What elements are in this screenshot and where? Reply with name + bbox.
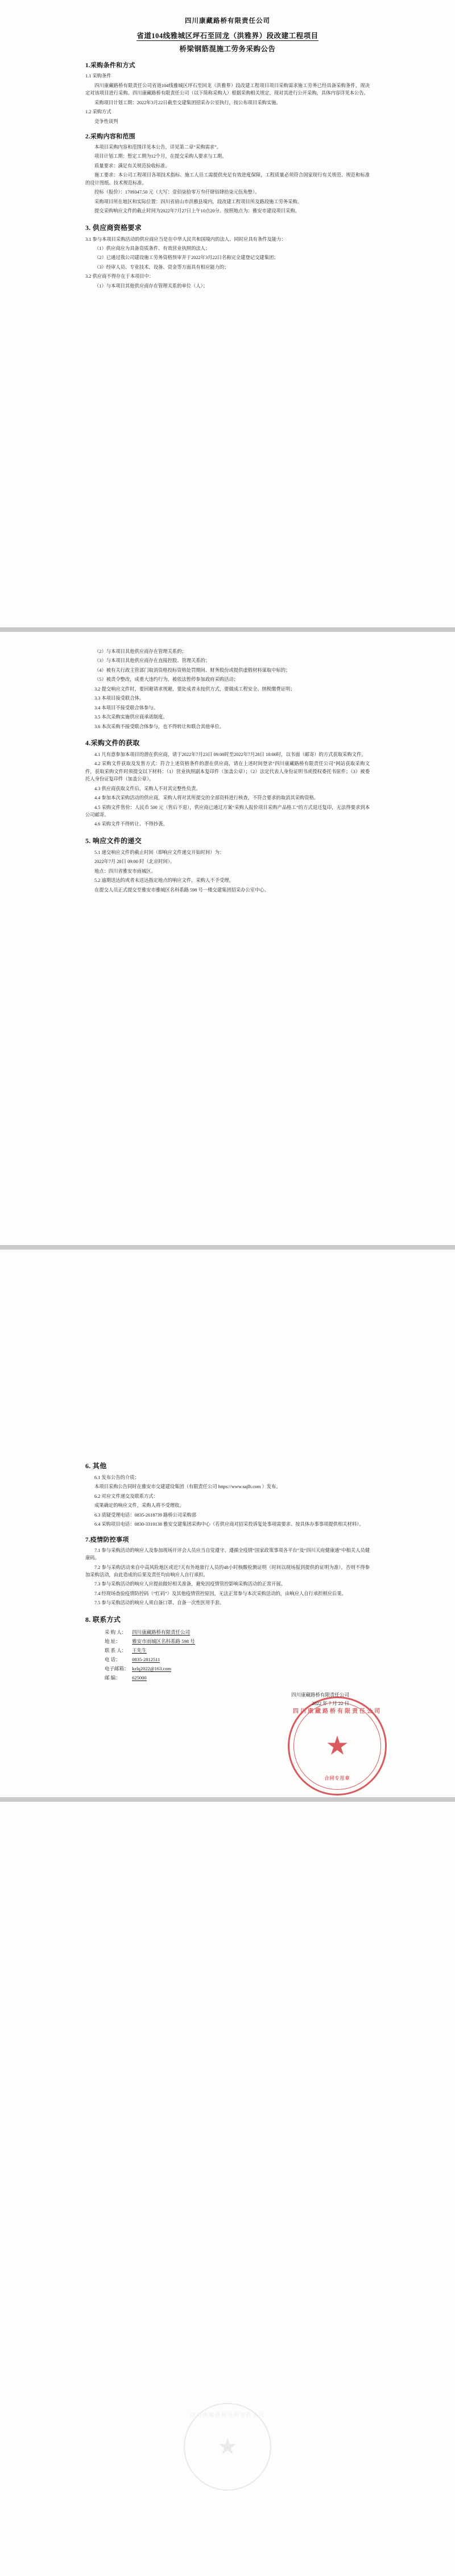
contact-label-0: 采 购 人： [105, 1629, 127, 1635]
section-2-para-3: 施工要求：本公司工程项目各项技术指标、施工人员工需提供充足有效进度保障，工程质量必须符合国家现行有关规范、规范和标准的设计图纸、技术规范标准。 [85, 172, 370, 186]
page-title-line2: 桥梁钢筋混施工劳务采购公告 [179, 45, 276, 54]
section-1-para-2: 采购项目计划工期：2022年3月22日截至交建集团招采办公室执行，按公布项目采购实施。 [94, 100, 281, 105]
section-6-para-2: 6.2 对应文件递交及联系方式： [94, 1493, 159, 1499]
section-2-para-2: 质量要求：满足有关规范验收标准。 [94, 163, 170, 169]
seal-bottom-text: 合同专用章 [324, 1776, 350, 1781]
contact-value-4[interactable]: kzlq2022@163.com [132, 1666, 172, 1672]
section-7-para-4: 7.5 参与采购活动的响应人须自备口罩、自备一次性医用手套。 [94, 1600, 225, 1606]
section-2-para-0: 本项目采购内容和范围详见本公告，详见第二章“采购需求”。 [94, 145, 222, 150]
contact-label-5: 邮 编： [105, 1675, 121, 1681]
section-2-para-1: 项目计划工期：暂定工期为12个月，在提交采购人要求与工期。 [94, 154, 227, 159]
section-3-para-5: （1）与本项目其他供应商存在管理关系的单位（人）； [94, 283, 208, 289]
section-3b-para-2: （4）被有关行政主管部门取消资格投标资格处罚期间、财务股份或提供虚假材料谋取中标的； [94, 667, 291, 673]
section-3b-para-1: （3）与本项目其他供应商存在直接控股、管理关系的； [94, 658, 210, 664]
section-1-para-3: 1.2 采购方式 [85, 109, 111, 115]
contact-value-0: 四川康藏路桥有限责任公司 [132, 1629, 191, 1635]
section-heading-3: 3. 供应商资格要求 [85, 223, 142, 232]
section-4-para-1: 4.2 采购文件获取及发售方式：符合上述资格条件的潜在供应商，请在上述时间登录“四川康藏路桥有限责任公司”网站获取采购文件，获取采购文件时须提交以下材料：（1）营业执照副本复印件（加盖公章）；（2）法定代表人身份证明书或授权委托书原件；（3）被委托人身份证复印件（加盖公章）。 [85, 761, 370, 782]
official-seal-stamp [288, 1696, 387, 1796]
section-2-para-4: 投标（报价）：1709347.50 元（大写：壹佰柒拾零万叁仟肆佰肆拾柒元伍角整）。 [94, 190, 260, 195]
section-6-para-0: 6.1 发布公告的介质： [94, 1475, 139, 1480]
contact-row-2 [105, 1646, 370, 1655]
section-5-para-2: 地点：四川省雅安市雨城区。 [94, 868, 156, 874]
section-4-para-2: 4.3 供应商获取文件后，采购人不对其完整性负责。 [94, 786, 201, 791]
signature-date: 2022 年 7 月 22 日 [312, 1700, 349, 1706]
section-2-para-6: 提交采购响应文件的截止时间为2022年7月27日上午10点20分。按照地点为：雅安市建设项目采购。 [94, 208, 300, 214]
seal-inner-ring [293, 1702, 381, 1790]
signature-block [85, 1691, 370, 1708]
section-7-para-0: 7.1 参与采购活动的响应人及参加现场开评会人员应当自觉遵守、遵循全疫情“国家政策事项各平台”及“四川天府健康通”中相关人员健康码。 [85, 1547, 370, 1561]
contact-label-3: 电 话： [105, 1657, 121, 1663]
section-1-para-4: 竞争性谈判 [94, 118, 118, 124]
contact-value-5: 625000 [132, 1675, 147, 1681]
company-name: 四川康藏路桥有限责任公司 [185, 18, 270, 24]
section-3b-para-8: 3.6 本次采购不接受联合体参与，也不得转让和联合其他单位。 [94, 724, 225, 729]
section-6-para-1: 本项目采购公告同时在雅安市交建建设集团（有限责任公司 https://www.sajlh.com ）发布。 [94, 1484, 281, 1490]
document-sheet-4 [0, 1802, 455, 2576]
section-6-para-4: 6.3 质疑受理电话：0835-2618739 路桥公司采购部 [94, 1512, 197, 1518]
section-3b-para-3: （5）被责令整改，成重大违约行为，被依法暂停参加政府采购活动； [94, 677, 239, 683]
section-3-para-4: 3.2 供应商不得存在于本项目中： [85, 274, 154, 280]
section-7-para-2: 7.3 参与采购活动的响应人应提前做好相关准备，避免因疫情管控影响采购活动的正常开展。 [94, 1581, 286, 1587]
page-title [85, 31, 370, 42]
section-6-para-5: 6.4 采购项目电话：0830-3310138 雅安交建集团采购中心（若供应商对招采投诉复处事项需要求、按具体办事事项提供相关材料）。 [94, 1522, 364, 1527]
section-7-para-1: 7.2 参与采购活动来自中高风险地区或近7天有外地旅行人员的48小时核酸检测证明（时间以现场报到提供的证明为准），否则不得参加采购活动，由此造成的后果及责任均由响应人自行承担。 [85, 1564, 370, 1577]
section-3-para-3: （3）经审人员、专业技术、设备、资金等方面具有相应能力的； [94, 264, 229, 270]
contact-block [105, 1628, 370, 1683]
section-heading-6: 6. 其他 [85, 1462, 107, 1470]
document-sheet-1 [0, 0, 455, 632]
section-4-para-0: 4.1 凡有意参加本项目的潜在供应商，请于2022年7月23日 09:00时至2022年7月28日 18:00时，以书面（邮寄）的方式获取采购文件。 [94, 751, 366, 757]
section-heading-7: 7.疫情防控事项 [85, 1536, 129, 1543]
section-3b-para-6: 3.4 本项目不接受联合体参与。 [94, 705, 159, 710]
section-3-para-1: （1）供应商应为具备资质条件、有效营业执照的法人； [94, 245, 210, 251]
watermark-seal-text: 四川康藏路桥有限责任公司 [189, 2412, 265, 2418]
section-3b-para-0: （2）与本项目其他供应商存在管理关系的； [94, 649, 187, 654]
section-heading-8: 8. 联系方式 [85, 1615, 121, 1624]
section-5-para-1: 2022年7月 28日 09:00 时（北京时间）。 [94, 859, 175, 865]
section-heading-1: 1.采购条件和方式 [85, 62, 135, 69]
section-1-para-1: 四川康藏路桥有限责任公司省道104线雅城区坪石至回龙（洪雅界）段改建工程项目项目采购需求施工劳务已经具备采购条件，现决定对该项目进行采购。四川康藏路桥有限责任公司（以下简称采购人）根据采购相关规定，现对其进行公开采购，具体内容详见本公告。 [85, 83, 370, 96]
section-heading-2: 2.采购内容和范围 [85, 133, 135, 140]
seal-star-icon: ★ [325, 1731, 349, 1760]
contact-row-1 [105, 1637, 370, 1646]
contact-row-0 [105, 1628, 370, 1637]
section-5-para-4: 在提交人员正式提交至雅安市雅城区名科系路 598 号一楼交建集团招采办公室中心。 [94, 887, 269, 893]
contact-value-2: 王先生 [132, 1647, 147, 1653]
contact-label-4: 电子邮箱： [105, 1666, 129, 1672]
contact-value-1: 雅安市雨城区名科系路 598 号 [132, 1638, 195, 1644]
document-sheet-3 [0, 1250, 455, 1802]
signature-org: 四川康藏路桥有限责任公司 [291, 1691, 349, 1698]
seal-top-text: 四川康藏路桥有限责任公司 [293, 1708, 382, 1715]
watermark-star-icon: ★ [217, 2434, 238, 2459]
sheet-divider-1 [0, 627, 455, 632]
section-5-para-0: 5.1 递交响应文件的截止时间（即响应文件递交开始时间）为： [94, 849, 225, 855]
section-7-para-3: 7.4 经现场查验疫情防控码（“红码”）及其他疫情管控原因，无法正常参与本次采购活动的，由响应人自行承担相应后果。 [94, 1591, 346, 1596]
section-3b-para-7: 3.5 本次采购实施供应商承诺制度。 [94, 714, 168, 720]
contact-row-5 [105, 1673, 370, 1682]
section-4-para-4: 4.5 采购文件售价：人民币 500 元（售后不退），供应商已通过方案“采购人报价项目采购产品格工”的方式退还复印，无法得要求到本公司邮寄。 [85, 804, 370, 817]
sheet-divider-3 [0, 1797, 455, 1802]
contact-value-3: 0835-2812511 [132, 1657, 160, 1663]
section-heading-4: 4.采购文件的获取 [85, 738, 140, 747]
section-6-para-3: 成果确定的响应文件，采购人将不受理收。 [94, 1503, 184, 1509]
contact-label-1: 地 址： [105, 1638, 121, 1644]
section-2-para-5: 采购项目所在地区和实际位置：四川省眉山市洪雅县境内，段改建工程项目所及路段施工劳务采购。 [94, 199, 303, 204]
section-heading-5: 5. 响应文件的递交 [85, 836, 142, 845]
contact-label-2: 联 系 人： [105, 1647, 127, 1653]
sheet-divider-2 [0, 1245, 455, 1250]
document-sheet-2 [0, 632, 455, 1250]
page-title-line1: 省道104线雅城区坪石至回龙（洪雅界）段改建工程项目 [136, 32, 318, 40]
section-3b-para-4: 3.2 提交响应文件时，要回避请求规避，要处成者未按供方式，要做成工程安全、纳税缴费证明； [94, 686, 295, 692]
section-3b-para-5: 3.3 本项目接受联合体。 [94, 696, 144, 701]
contact-row-3 [105, 1655, 370, 1664]
section-1-para-0: 1.1 采购条件 [85, 73, 111, 79]
contact-row-4[interactable] [105, 1664, 370, 1673]
section-5-para-3: 5.2 逾期送达的或者未送达指定地点的响应文件，采购人不予受理。 [94, 878, 234, 884]
section-3-para-0: 3.1 参与本项目采购活动的供应商应当是在中华人民共和国境内的法人、同时应具有条件及能力： [85, 236, 286, 242]
section-3-para-2: （2）已通过我公司建设施工劳务资格预审并于2022年3月22日名称完全建登记交建集团； [94, 255, 279, 261]
sheet-3-blank-area [85, 1266, 370, 1453]
section-4-para-3: 4.4 参加本次采购活动的供应商，采购人将对其所提交的全部资料进行核查，不符合要求的取消其采购资格。 [94, 795, 319, 801]
watermark-seal [184, 2403, 271, 2491]
section-4-para-5: 4.6 采购文件不得转让、不得抄袭。 [94, 821, 168, 827]
